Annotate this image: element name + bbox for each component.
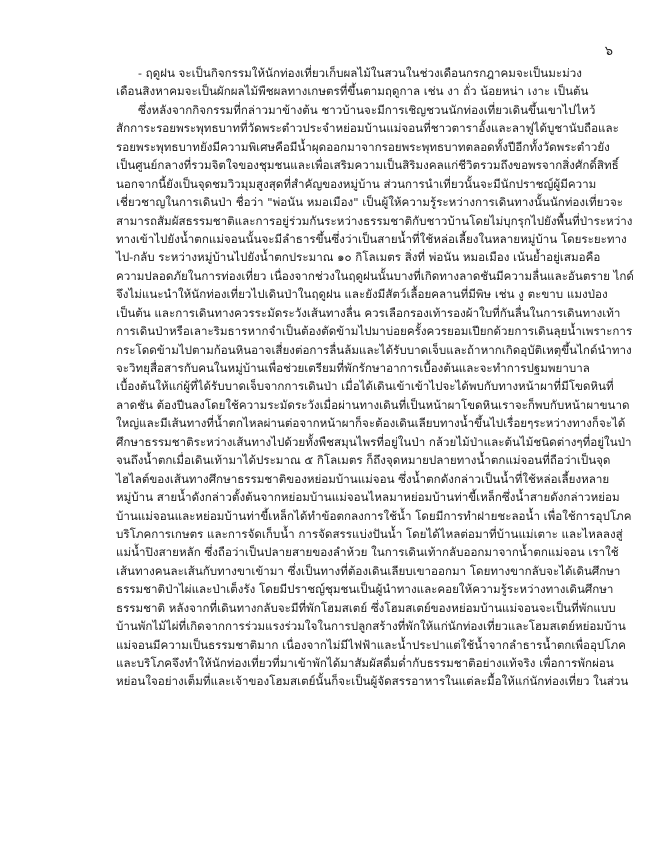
text-line: ทางเข้าไปยังน้ำตกแม่จอนนั้นจะมีลำธารขึ้นซึ่งว่าเป็นสายน้ำที่ใช้หล่อเลี้ยงในหลายหมู่บ้าน โดยระยะทาง xyxy=(116,231,627,246)
text-line: สามารถสัมผัสธรรมชาติและการอยู่ร่วมกันระหว่างธรรมชาติกับชาวบ้านโดยไม่บุกรุกไปยังพื้นที่ป่าระหว่าง xyxy=(116,213,633,228)
text-line: ไป-กลับ ระหว่างหมู่บ้านไปยังน้ำตกประมาณ ๑๐ กิโลเมตร สิ่งที่ พ่อนัน หมอเมือง เน้นย้ำอยู่เสมอคือ xyxy=(116,250,601,265)
text-line: ซึ่งหลังจากกิจกรรมที่กล่าวมาข้างต้น ชาวบ้านจะมีการเชิญชวนนักท่องเที่ยวเดินขึ้นเขาไปไหว้ xyxy=(138,102,596,117)
text-line: บริโภคการเกษตร และการจัดเก็บน้ำ การจัดสรรแบ่งปันน้ำ โดยได้ไหลต่อมาที่บ้านแม่เตาะ และไหลลงสู่ xyxy=(116,526,623,541)
text-line: เชี่ยวชาญในการเดินป่า ชื่อว่า "พ่อนัน หมอเมือง" เป็นผู้ให้ความรู้ระหว่างการเดินทางนั้นนักท่องเที่ยวจะ xyxy=(116,195,623,210)
text-line: การเดินป่าหรือเลาะริมธารหากจำเป็นต้องตัดข้ามไปมาบ่อยครั้งควรยอมเปียกด้วยการเดินลุยน้ำเพราะการ xyxy=(116,324,633,339)
text-line: ไฮไลต์ของเส้นทางศึกษาธรรมชาติของหย่อมบ้านแม่จอน ซึ่งน้ำตกดังกล่าวเป็นน้ำที่ใช้หล่อเลี้ยงหลาย xyxy=(116,471,610,486)
text-line: แม่จอนมีความเป็นธรรมชาติมาก เนื่องจากไม่มีไฟฟ้าและน้ำประปาแต่ใช้น้ำจากลำธารน้ำตกเพื่ออุปโภค xyxy=(116,637,626,652)
text-line: กระโดดข้ามไปตามก้อนหินอาจเสี่ยงต่อการลื่นล้มและได้รับบาดเจ็บและถ้าหากเกิดอุบัติเหตุขึ้นไกด์นำทาง xyxy=(116,342,632,357)
text-line: หมู่บ้าน สายน้ำดังกล่าวตั้งต้นจากหย่อมบ้านแม่จอนไหลมาหย่อมบ้านท่าขี้เหล็กซึ่งน้ำสายดังกล่าวหย่อม xyxy=(116,490,620,505)
text-line: จึงไม่แนะนำให้นักท่องเที่ยวไปเดินป่าในฤดูฝน และยังมีสัตว์เลื้อยคลานที่มีพิษ เช่น งู ตะขาบ แมงป่อง xyxy=(116,287,608,302)
text-line: นอกจากนี้ยังเป็นจุดชมวิวมุมสูงสุดที่สำคัญของหมู่บ้าน ส่วนการนำเที่ยวนั้นจะมีนักปราชญ์ผู้มีความ xyxy=(116,176,597,191)
text-line: จนถึงน้ำตกเมื่อเดินเท้ามาได้ประมาณ ๕ กิโลเมตร ก็ถึงจุดหมายปลายทางน้ำตกแม่จอนที่ถือว่าเป็นจุด xyxy=(116,453,611,468)
text-line: ธรรมชาติ หลังจากที่เดินทางกลับจะมีที่พักโฮมสเตย์ ซึ่งโฮมสเตย์ของหย่อมบ้านแม่จอนจะเป็นที่พักแบบ xyxy=(116,600,616,615)
text-line: ใหญ่และมีเส้นทางที่น้ำตกไหลผ่านต่อจากหน้าผาก็จะต้องเดินเลียบทางน้ำขึ้นไปเรื่อยๆระหว่างทางก็จะได้ xyxy=(116,416,626,431)
text-line: เป็นศูนย์กลางที่รวมจิตใจของชุมชนและเพื่อเสริมความเป็นสิริมงคลแก่ชีวิตรวมถึงขอพรจากสิ่งศักดิ์สิทธิ์ xyxy=(116,158,619,173)
text-line: หย่อนใจอย่างเต็มที่และเจ้าของโฮมสเตย์นั้นก็จะเป็นผู้จัดสรรอาหารในแต่ละมื้อให้แก่นักท่องเที่ยว ในส่วน xyxy=(116,674,629,689)
text-line: ธรรมชาติป่าไผ่และป่าเต็งรัง โดยมีปราชญ์ชุมชนเป็นผู้นำทางและคอยให้ความรู้ระหว่างทางเดินศึกษา xyxy=(116,582,614,597)
text-line: เส้นทางคนละเส้นกับทางขาเข้ามา ซึ่งเป็นทางที่ต้องเดินเลียบเขาออกมา โดยทางขากลับจะได้เดินศึกษา xyxy=(116,563,621,578)
text-line: เดือนสิงหาคมจะเป็นผักผลไม้พืชผลทางเกษตรที่ขึ้นตามฤดูกาล เช่น งา ถั่ว น้อยหน่า เงาะ เป็นต้น xyxy=(116,84,589,99)
text-line: ความปลอดภัยในการท่องเที่ยว เนื่องจากช่วงในฤดูฝนนั้นบางที่เกิดทางลาดชันมีความลื่นและอันตราย ไกด์ xyxy=(116,268,634,283)
text-line: ลาดชัน ต้องปีนลงโดยใช้ความระมัดระวังเมื่อผ่านทางเดินที่เป็นหน้าผาโขดหินเราจะก็พบกับหน้าผาขนาด xyxy=(116,397,630,412)
page-number: ๖ xyxy=(604,44,613,59)
text-line: จะวิทยุสื่อสารกับคนในหมู่บ้านเพื่อช่วยเตรียมที่พักรักษาอาการเบื้องต้นและจะทำการปฐมพยาบาล xyxy=(116,361,590,375)
text-line: บ้านแม่จอนและหย่อมบ้านท่าขี้เหล็กได้ทำข้อตกลงการใช้น้ำ โดยมีการทำฝายชะลอน้ำ เพื่อใช้การอุปโภค xyxy=(116,508,632,523)
text-line: บ้านพักไม้ไผ่ที่เกิดจากการร่วมแรงร่วมใจในการปลูกสร้างที่พักให้แก่นักท่องเที่ยวและโฮมสเตย์หย่อมบ้าน xyxy=(116,619,626,634)
text-line: สักการะรอยพระพุทธบาทที่วัดพระตำวประจำหย่อมบ้านแม่จอนที่ชาวตาราอั้งและลาฟูได้บูชานับถือและ xyxy=(116,121,619,136)
text-line: เบื้องต้นให้แก่ผู้ที่ได้รับบาดเจ็บจากการเดินป่า เมื่อได้เดินเข้าเข้าไปจะได้พบกับทางหน้าผาที่มีโขดหินที่ xyxy=(116,379,614,394)
text-line: - ฤดูฝน จะเป็นกิจกรรมให้นักท่องเที่ยวเก็บผลไม้ในสวนในช่วงเดือนกรกฎาคมจะเป็นมะม่วง xyxy=(138,66,582,80)
text-line: และบริโภคจึงทำให้นักท่องเที่ยวที่มาเข้าพักได้มาสัมผัสดื่มด่ำกับธรรมชาติอย่างแท้จริง เพื่อการพักผ่อน xyxy=(116,656,614,670)
body-text xyxy=(116,64,634,691)
text-line: ศึกษาธรรมชาติระหว่างเส้นทางไปด้วยทั้งพืชสมุนไพรที่อยู่ในป่า กล้วยไม้ป่าและต้นไม้ชนิดต่างๆที่อยู่ในป่า xyxy=(116,434,632,449)
text-line: เป็นต้น และการเดินทางควรระมัดระวังเส้นทางลื่น ควรเลือกรองเท้ารองผ้าใบที่กันลื่นในการเดินทางเท้า xyxy=(116,305,621,320)
text-line: แม่น้ำปิงสายหลัก ซึ่งถือว่าเป็นปลายสายของลำห้วย ในการเดินเท้ากลับออกมาจากน้ำตกแม่จอน เราใช้ xyxy=(116,545,619,560)
text-line: รอยพระพุทธบาทยังมีความพิเศษคือมีน้ำผุดออกมาจากรอยพระพุทธบาทตลอดทั้งปีอีกทั้งวัดพระตำวยัง xyxy=(116,139,610,154)
